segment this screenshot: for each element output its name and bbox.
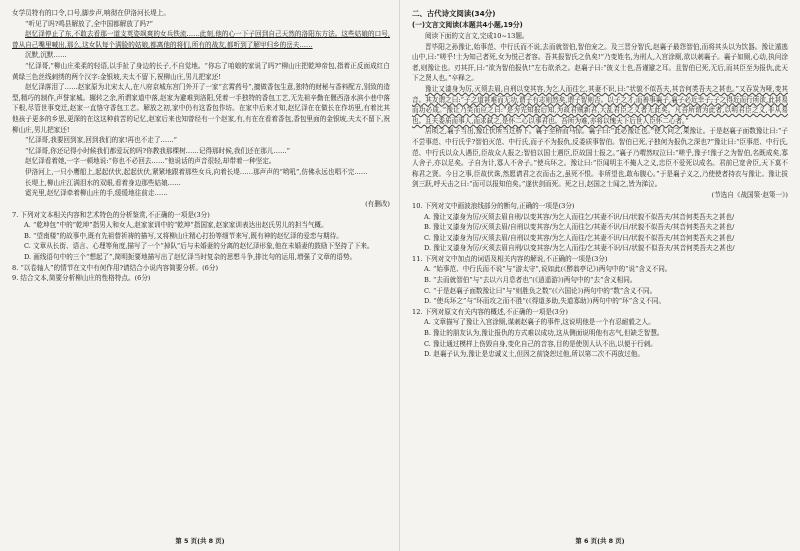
page-footer: 第 5 页(共 8 页) — [175, 537, 225, 545]
story-paragraph: “忆泽哥,”柳山庄柔柔的轻语,以手扯了身边的长子,不自觉地。“你忘了咱娘的家说了吗?”柳山庄把乾坤帝包,指着正反面成红白黄绿三色丝线刺绣的两个汉字:金银坡,夫太不留下,祝柳山庄,男儿把家还! — [12, 61, 390, 81]
story-paragraph: 女学员特有的口令,口号,脚步声,响彻在伊洛河长堤上。 — [12, 9, 170, 17]
passage-paragraph: 晋毕阳之孙豫让,始事范、中行氏而不说,去而就智伯,智伯宠之。及三晋分智氏,赵襄子最怨智伯,而将其头以为饮器。豫让遁逃山中,曰:“嗟乎!士为知己者死,女为悦己者容。吾其报智氏之仇矣!”乃变姓名,为刑人,入宫涂厕,欲以刺襄子。襄子如厕,心动,执问涂者,则豫让也。刃其扞,曰:“欲为智伯报仇!”左右欲杀之。赵襄子曰:“彼义士也,吾谨避之耳。且智伯已死,无后,而其臣至为报仇,此天下之贤人也。”卒释之。 — [412, 42, 788, 83]
answer-option: C. 豫让通过模样上伤毁自身,变化自己的音容,目的是使别人认不出,以便于行刺。 — [424, 339, 657, 348]
answer-option: D. 赵襄子认为,豫让是忠诚义士,但因之前饶恕过他,所以第二次不再放过他。 — [424, 350, 644, 359]
source-note: (节选自《战国策·赵策一》) — [711, 190, 788, 199]
question-stem: 11. 下列对文中加点的词语及相关内容的解说,不正确的一项是(3分) — [412, 254, 608, 263]
question-stem: 12. 下列对原文有关内容的概述,不正确的一项是(3分) — [412, 307, 568, 316]
story-paragraph: “忆泽哥,你还记得小时候我们都爱玩的吗?你教我那棵树……记得那时候,我们还在那儿……” — [25, 146, 291, 155]
section-title: 二、古代诗文阅读(34分) — [412, 9, 496, 18]
answer-option: C. 文章从长街、语言、心理等角度,描写了一个“掉队”后与未婚妻的分离的赵忆泽形象,他在未婚妻的鼓励下坚持了下来。 — [24, 242, 374, 251]
story-paragraph: 赵忆泽看着她,一字一顿地说:“你也不必回去……”他说话的声音很轻,却带着一种坚定。 — [25, 157, 276, 166]
passage-paragraph: 居顷之,襄子当出,豫让伏所当过桥下。襄子至桥而马惊。襄子曰:“此必豫让也。”使人问之,果豫让。于是赵襄子面数豫让曰:“子不尝事范、中行氏乎?智伯灭范、中行氏,而子不为报仇,反委质事智伯。智伯已死,子独何为报仇之深也?”豫让曰:“臣事范、中行氏,范、中行氏以众人遇臣,臣故众人报之;智伯以国士遇臣,臣故国士报之。”襄子乃喟然叹泣曰:“嗟乎,豫子!豫子之为智伯,名既成矣,寡人舍子,亦以足矣。子自为计,寡人不舍子。”使兵环之。豫让曰:“臣闻明主不掩人之义,忠臣不爱死以成名。君前已宽舍臣,天下莫不称君之贤。今日之事,臣故伏诛,然愿请君之衣而击之,虽死不恨。非所望也,敢布腹心。”于是襄子义之,乃使使者持衣与豫让。豫让拔剑三跃,呼天击之曰:“而可以报知伯矣。”遂伏剑而死。死之日,赵国之士闻之,皆为涕泣。 — [412, 127, 788, 189]
story-paragraph: 长堤上,柳山庄江满泪水的双眼,看着身边那些姑娘…… — [25, 178, 181, 187]
underlined-sentence: 赵忆泽停止了东,不敢去看那一道支英姿飒爽的女兵铁流……此刻,他的心一下子回到自己天然的洛阳东方法。这些姑娘的口号,曾从自己嘴里喊出,那么,这女队每个满脸的姑娘,都离他的将们,所有的战友,都听到了解甲归乡的岳夫…… — [12, 30, 390, 49]
question-stem: 9. 结合文本,简要分析柳山庄的性格特点。(6分) — [12, 274, 151, 283]
source-note: (有删改) — [365, 199, 390, 208]
passage-paragraph-wavy — [412, 84, 788, 126]
question-stem: 7. 下列对文本相关内容和艺术特色的分析鉴赏,不正确的一项是(3分) — [12, 210, 210, 219]
answer-option: C. “于是赵襄子面数豫让曰”与“则胜负之数”(《六国论》)两句中的“数”含义不同。 — [424, 286, 657, 295]
answer-option: A. “始事范、中行氏而不说”与“游太守”,说如此(《醉翁亭记》)两句中的“说”含义不同。 — [424, 265, 672, 274]
question-stem: 10. 下列对文中画波浪线部分的断句,正确的一项是(3分) — [412, 201, 575, 210]
answer-option: C. 豫让又漆身为厉/灭须去眉/自刑以变其容/为乞人而往/乞其妻不识/曰/状貌不似吾夫/其音何类吾夫之甚也/ — [424, 233, 735, 242]
story-paragraph-underlined — [12, 29, 390, 50]
wavy-underlined-passage: 豫让又漆身为厉,灭须去眉,自刑以变其容,为乞人而往乞,其妻不识,曰:“状貌不似吾夫,其音何类吾夫之甚也。”又吞炭为哑,变其音。其友谓之曰:“子之道甚难而无功,谓子有志则然矣,谓子智则否。以子之才,而善事襄子,襄子必近幸子;子之得近而行所欲,此甚易而功必成。”豫让乃笑而应之曰:“是为先知报后知,为故君贼新君,大乱君臣之义者无此矣。凡吾所谓为此者,以明君臣之义,非从易也。且夫委质而事人,而求弑之,是怀二心以事君也。吾所为难,亦将以愧天下后世人臣怀二心者。” — [412, 84, 788, 125]
story-paragraph: 伊洛河上,一只小鹰船上,起起伏伏,起起伏伏,紧紧地跟着那些女兵,向着长堤……那声声的“哟吼”,仿佛永远也唱不完…… — [25, 167, 368, 176]
answer-option: B. “望南楼”的故事中,既有先祖替祈祷的描写,又将柳山庄精心打扮等细节来写,既有神的赵忆泽的爱恋与期待。 — [24, 231, 343, 240]
answer-option: D. “使兵环之”与“环而攻之而不胜”(《得道多助,失道寡助》)两句中的“环”含义不同。 — [424, 297, 666, 306]
reading-instruction: 阅读下面的文言文,完成10~13题。 — [425, 32, 529, 40]
answer-option: A. 豫让又漆身为厉/灭须去眉自刑/以变其容/为乞人而往乞/其妻不识/曰/状貌不似吾夫/其音何类吾夫之甚也/ — [424, 212, 735, 221]
story-paragraph: “忆泽哥,我要回到家,回到我们的家!再也不走了……” — [25, 136, 178, 145]
story-paragraph: 赵忆泽落泪了……赵家原为北宋太人,在八府京城东宫门外开了一家“玄霄药号”,擅做香包生意,独特的财秘与香料配方,别致的造型,精巧的制作,声誉家城。辗转之余,所谓家道中落,赵家为避难到洛阳,凭着一手独特的香包工艺,无先祖辛勤在偃西洛水滨小巷中落下根,尽管世事变迁,赵家一直恪守香包工艺。解放之初,家中仍有这香包作坊。在家中后来才知,赵忆泽在在做长在作坊里,有着比其他孩子更多的乡思,更深的在这这种前苦的记忆,赵家后来也知曾经有一个赵家,有,有在在看着香包,香包里面的金银坡,夫太不留下,祝柳山庄,男儿把家还! — [12, 83, 390, 134]
story-paragraph: 霓光里,赵忆泽牵着柳山庄的手,缓缓地往前走…… — [25, 189, 168, 198]
answer-option: B. “去而就智伯”与“去以六月息者也”(《逍遥游》)两句中的“去”含义相同。 — [424, 276, 637, 285]
question-stem: 8. “以卷轴人”的情节在文中有何作用?请结合小说内容简要分析。(6分) — [12, 263, 219, 272]
story-paragraph: “听见了吗?鸣县解放了,全中国都解放了吗?” — [25, 19, 154, 28]
subsection-title: (一)文言文阅读(本题共4小题,19分) — [412, 21, 523, 29]
page-footer: 第 6 页(共 8 页) — [575, 537, 625, 545]
page-6-content — [400, 0, 800, 551]
answer-option: B. 豫让的朋友认为,豫让报仇的方式难以成功,这从侧面说明他有志气,但缺乏智慧。 — [424, 329, 664, 338]
answer-option: D. 豫让又漆身为厉/灭须去眉自刑/以变其容/为乞人而往/乞其妻不识/曰/状貌不似吾夫/其音何类吾夫之甚也/ — [424, 244, 735, 253]
page-6 — [400, 0, 800, 551]
answer-option: A. 文章描写了豫让入宫涂厕,谋刺赵襄子的事件,这说明他是一个有忍耐毅之人。 — [424, 318, 655, 327]
story-paragraph: 沉默,沉默…… — [25, 51, 67, 60]
answer-option: B. 豫让又漆身为厉/灭须去眉/自刑以变其容/为乞人而往乞/其妻不识/曰/状貌不似吾夫/其音何类吾夫之甚也/ — [424, 223, 735, 232]
answer-option: A. “乾坤包”中的“乾坤”指男人和女人,赵家家训中的“乾坤”指国家,赵家家训表达出赵氏男儿的担当气概。 — [24, 221, 328, 230]
answer-option: D. 画线语句中的三个“想起了”,简明扼要地描写出了赵忆泽当时复杂的思想斗争,排比句的运用,增强了文章的语势。 — [24, 253, 357, 262]
